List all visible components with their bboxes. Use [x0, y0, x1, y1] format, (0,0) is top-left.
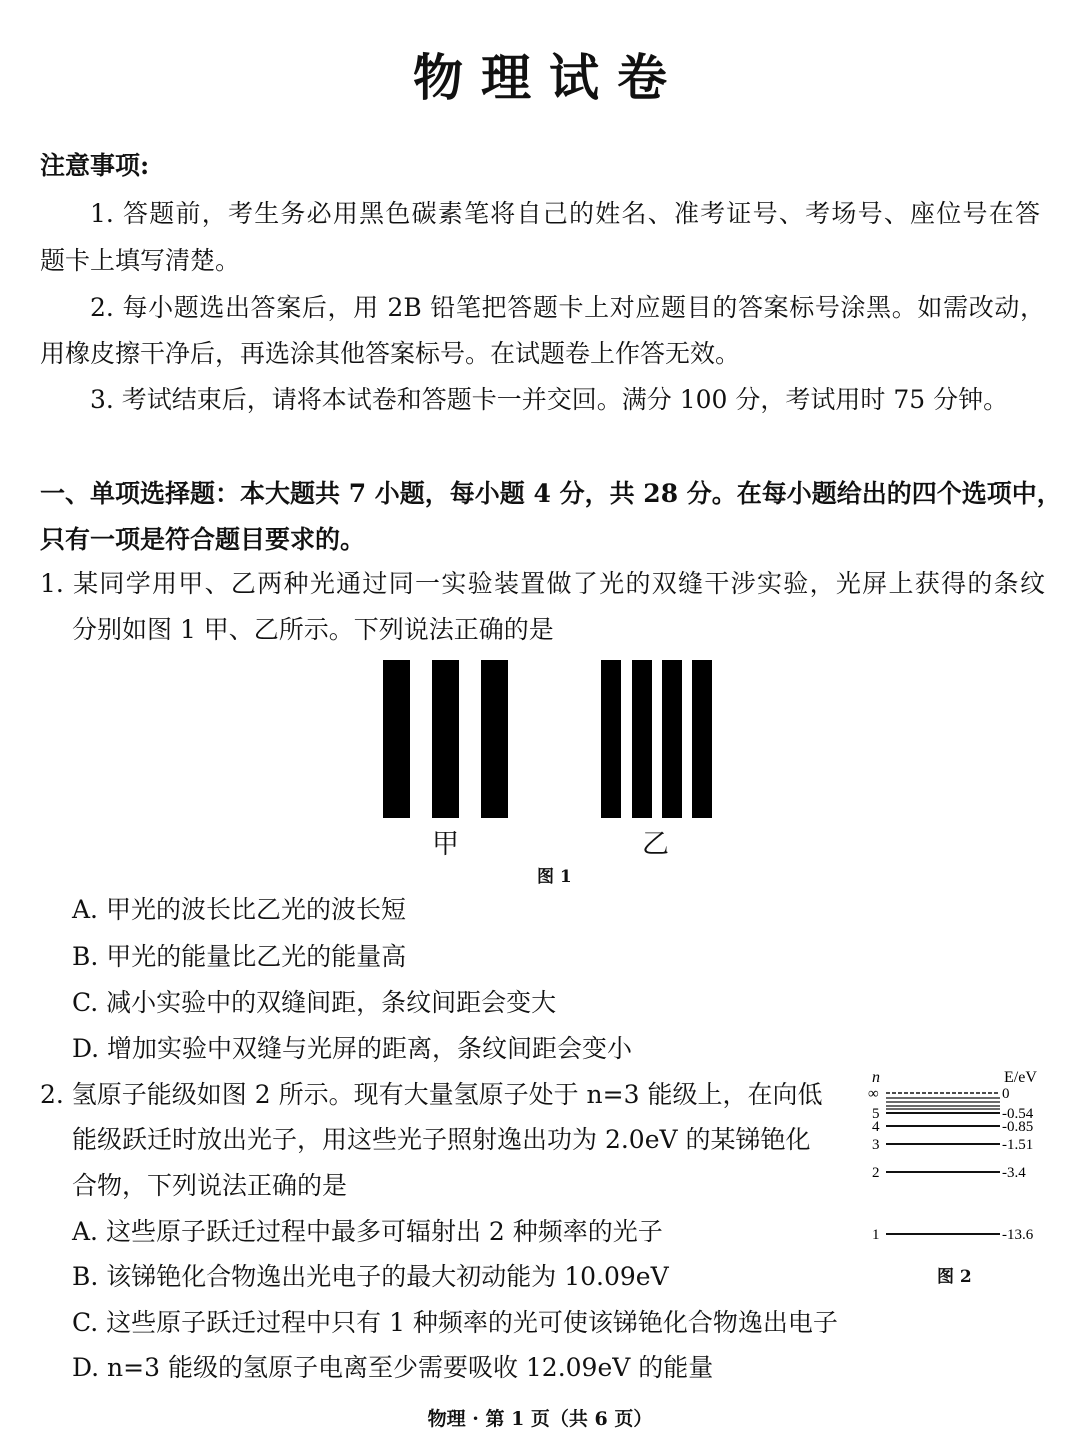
level-energy-label: -0.85	[1002, 1119, 1034, 1135]
level-energy-label: -1.51	[1002, 1137, 1034, 1153]
axis-label-energy: E/eV	[1004, 1069, 1037, 1086]
page-footer: 物理 · 第 1 页（共 6 页）	[427, 1408, 653, 1430]
level-n-label: 5	[872, 1106, 880, 1122]
fringe-jia-3	[481, 660, 508, 818]
figure-2-energy-diagram	[860, 1064, 1060, 1264]
q2-option-d: D. n=3 能级的氢原子电离至少需要吸收 12.09eV 的能量	[72, 1353, 714, 1382]
notice-item-2: 2. 每小题选出答案后，用 2B 铅笔把答题卡上对应题目的答案标号涂黑。如需改动，	[90, 293, 1045, 322]
level-energy-label: -3.4	[1002, 1165, 1026, 1181]
notice-item-1: 1. 答题前，考生务必用黑色碳素笔将自己的姓名、准考证号、考场号、座位号在答	[90, 199, 1040, 228]
level-n-label: 2	[872, 1165, 880, 1181]
notice-item-3: 3. 考试结束后，请将本试卷和答题卡一并交回。满分 100 分，考试用时 75 分钟。	[90, 385, 1009, 414]
level-n-label: 4	[872, 1119, 880, 1135]
q2-option-a: A. 这些原子跃迁过程中最多可辐射出 2 种频率的光子	[72, 1217, 663, 1246]
fringe-yi-4	[692, 660, 712, 818]
q1-option-b: B. 甲光的能量比乙光的能量高	[72, 942, 407, 971]
level-energy-label: 0	[1002, 1086, 1010, 1102]
q1-stem-cont: 分别如图 1 甲、乙所示。下列说法正确的是	[72, 615, 554, 644]
fringe-jia-2	[432, 660, 459, 818]
q1-option-d: D. 增加实验中双缝与光屏的距离，条纹间距会变小	[72, 1034, 633, 1063]
q1-stem: 1. 某同学用甲、乙两种光通过同一实验装置做了光的双缝干涉实验，光屏上获得的条纹	[40, 569, 1045, 598]
section1-heading-cont: 只有一项是符合题目要求的。	[40, 525, 366, 554]
level-n-label: 1	[872, 1227, 880, 1243]
label-yi: 乙	[642, 829, 669, 860]
label-jia: 甲	[432, 829, 459, 860]
q2-stem: 2. 氢原子能级如图 2 所示。现有大量氢原子处于 n=3 能级上，在向低	[40, 1080, 823, 1109]
exam-title: 物理试卷	[413, 48, 685, 107]
energy-levels	[868, 1086, 1034, 1243]
fringe-yi-3	[662, 660, 682, 818]
figure-1-caption: 图 1	[537, 867, 572, 887]
fringe-yi-1	[601, 660, 621, 818]
level-energy-label: -0.54	[1002, 1106, 1034, 1122]
q2-option-b: B. 该锑铯化合物逸出光电子的最大初动能为 10.09eV	[72, 1262, 669, 1291]
q2-stem-cont-1: 能级跃迁时放出光子，用这些光子照射逸出功为 2.0eV 的某锑铯化	[72, 1125, 811, 1154]
fringe-jia-1	[383, 660, 410, 818]
level-n-label: ∞	[868, 1086, 879, 1102]
notice-heading: 注意事项:	[40, 151, 150, 180]
notice-item-1-cont: 题卡上填写清楚。	[40, 246, 241, 275]
q1-option-a: A. 甲光的波长比乙光的波长短	[72, 895, 406, 924]
level-n-label: 3	[872, 1137, 880, 1153]
q2-option-c: C. 这些原子跃迁过程中只有 1 种频率的光可使该锑铯化合物逸出电子	[72, 1308, 838, 1337]
axis-label-n: n	[872, 1069, 880, 1086]
fringe-yi-2	[632, 660, 652, 818]
q1-option-c: C. 减小实验中的双缝间距，条纹间距会变大	[72, 988, 557, 1017]
figure-2-caption-text: 图 2	[937, 1267, 972, 1287]
notice-item-2-cont: 用橡皮擦干净后，再选涂其他答案标号。在试题卷上作答无效。	[40, 339, 741, 368]
level-energy-label: -13.6	[1002, 1227, 1034, 1243]
section1-heading: 一、单项选择题：本大题共 7 小题，每小题 4 分，共 28 分。在每小题给出的四个选项中，	[40, 479, 1062, 508]
q2-stem-cont-2: 合物，下列说法正确的是	[72, 1171, 348, 1200]
